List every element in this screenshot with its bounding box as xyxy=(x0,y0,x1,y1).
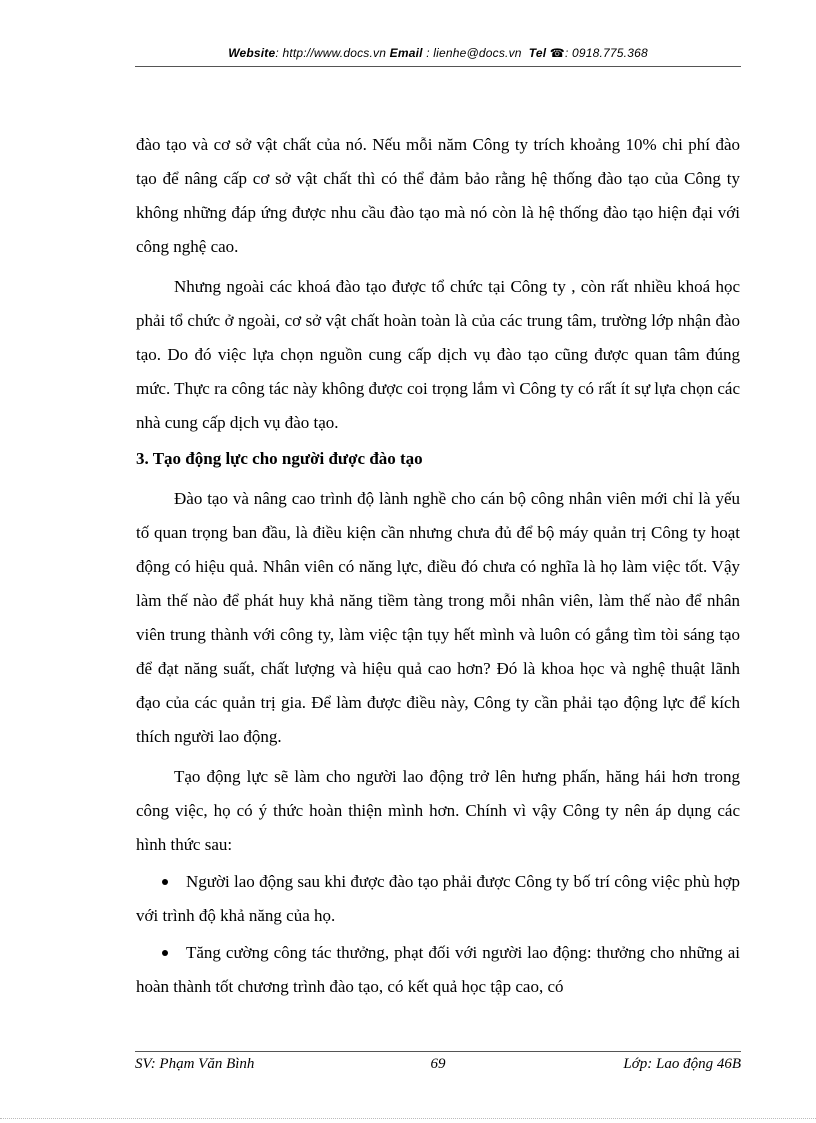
header-rule xyxy=(135,66,741,67)
paragraph-1: đào tạo và cơ sở vật chất của nó. Nếu mỗi năm Công ty trích khoảng 10% chi phí đào tạo để nâng cấp cơ sở vật chất thì có thể đảm bảo rằng hệ thống đào tạo của Công ty không những đáp ứng được nhu cầu đào tạo mà nó còn là hệ thống đào tạo hiện đại với công nghệ cao. xyxy=(136,135,740,256)
phone-icon: ☎ xyxy=(549,46,565,60)
bullet-item-1 xyxy=(136,865,740,933)
bullet-icon xyxy=(162,950,168,956)
tel-label: Tel xyxy=(528,46,547,60)
tel-value: : 0918.775.368 xyxy=(564,46,648,60)
document-body xyxy=(136,128,740,1004)
paragraph-4: Tạo động lực sẽ làm cho người lao động trở lên hưng phấn, hăng hái hơn trong công việc, họ có ý thức hoàn thiện mình hơn. Chính vì vậy Công ty nên áp dụng các hình thức sau: xyxy=(136,767,740,854)
email-value: : lienhe@docs.vn xyxy=(426,46,522,60)
page-header xyxy=(135,46,741,60)
email-label: Email xyxy=(389,46,423,60)
bullet-text-1: Người lao động sau khi được đào tạo phải được Công ty bố trí công việc phù hợp với trình độ khả năng của họ. xyxy=(136,872,740,925)
bullet-text-2: Tăng cường công tác thưởng, phạt đối với người lao động: thưởng cho những ai hoàn thành tốt chương trình đào tạo, có kết quả học tập cao, có xyxy=(136,943,740,996)
paragraph-3: Đào tạo và nâng cao trình độ lành nghề cho cán bộ công nhân viên mới chỉ là yếu tố quan trọng ban đầu, là điều kiện cần nhưng chưa đủ để bộ máy quản trị Công ty hoạt động có hiệu quả. Nhân viên có năng lực, điều đó chưa có nghĩa là họ làm việc tốt. Vậy làm thế nào để phát huy khả năng tiềm tàng trong mỗi nhân viên, làm thế nào để nhân viên trung thành với công ty, làm việc tận tụy hết mình và luôn có gắng tìm tòi sáng tạo để đạt năng suất, chất lượng và hiệu quả cao hơn? Đó là khoa học và nghệ thuật lãnh đạo của các quản trị gia. Để làm được điều này, Công ty cần phải tạo động lực để kích thích người lao động. xyxy=(136,489,740,746)
bullet-item-2 xyxy=(136,936,740,1004)
section-heading: 3. Tạo động lực cho người được đào tạo xyxy=(136,449,423,468)
footer-class: Lớp: Lao động 46B xyxy=(623,1056,741,1072)
website-label: Website xyxy=(228,46,276,60)
footer-page-number: 69 xyxy=(430,1056,446,1072)
footer-rule xyxy=(135,1051,741,1052)
website-url: : http://www.docs.vn xyxy=(275,46,387,60)
page-footer xyxy=(135,1056,741,1076)
bullet-icon xyxy=(162,879,168,885)
footer-student: SV: Phạm Văn Bình xyxy=(135,1056,255,1072)
paragraph-2: Nhưng ngoài các khoá đào tạo được tổ chức tại Công ty , còn rất nhiều khoá học phải tổ chức ở ngoài, cơ sở vật chất hoàn toàn là của các trung tâm, trường lớp nhận đào tạo. Do đó việc lựa chọn nguồn cung cấp dịch vụ đào tạo cũng được quan tâm đúng mức. Thực ra công tác này không được coi trọng lắm vì Công ty có rất ít sự lựa chọn các nhà cung cấp dịch vụ đào tạo. xyxy=(136,277,740,432)
page-edge xyxy=(0,1118,816,1119)
